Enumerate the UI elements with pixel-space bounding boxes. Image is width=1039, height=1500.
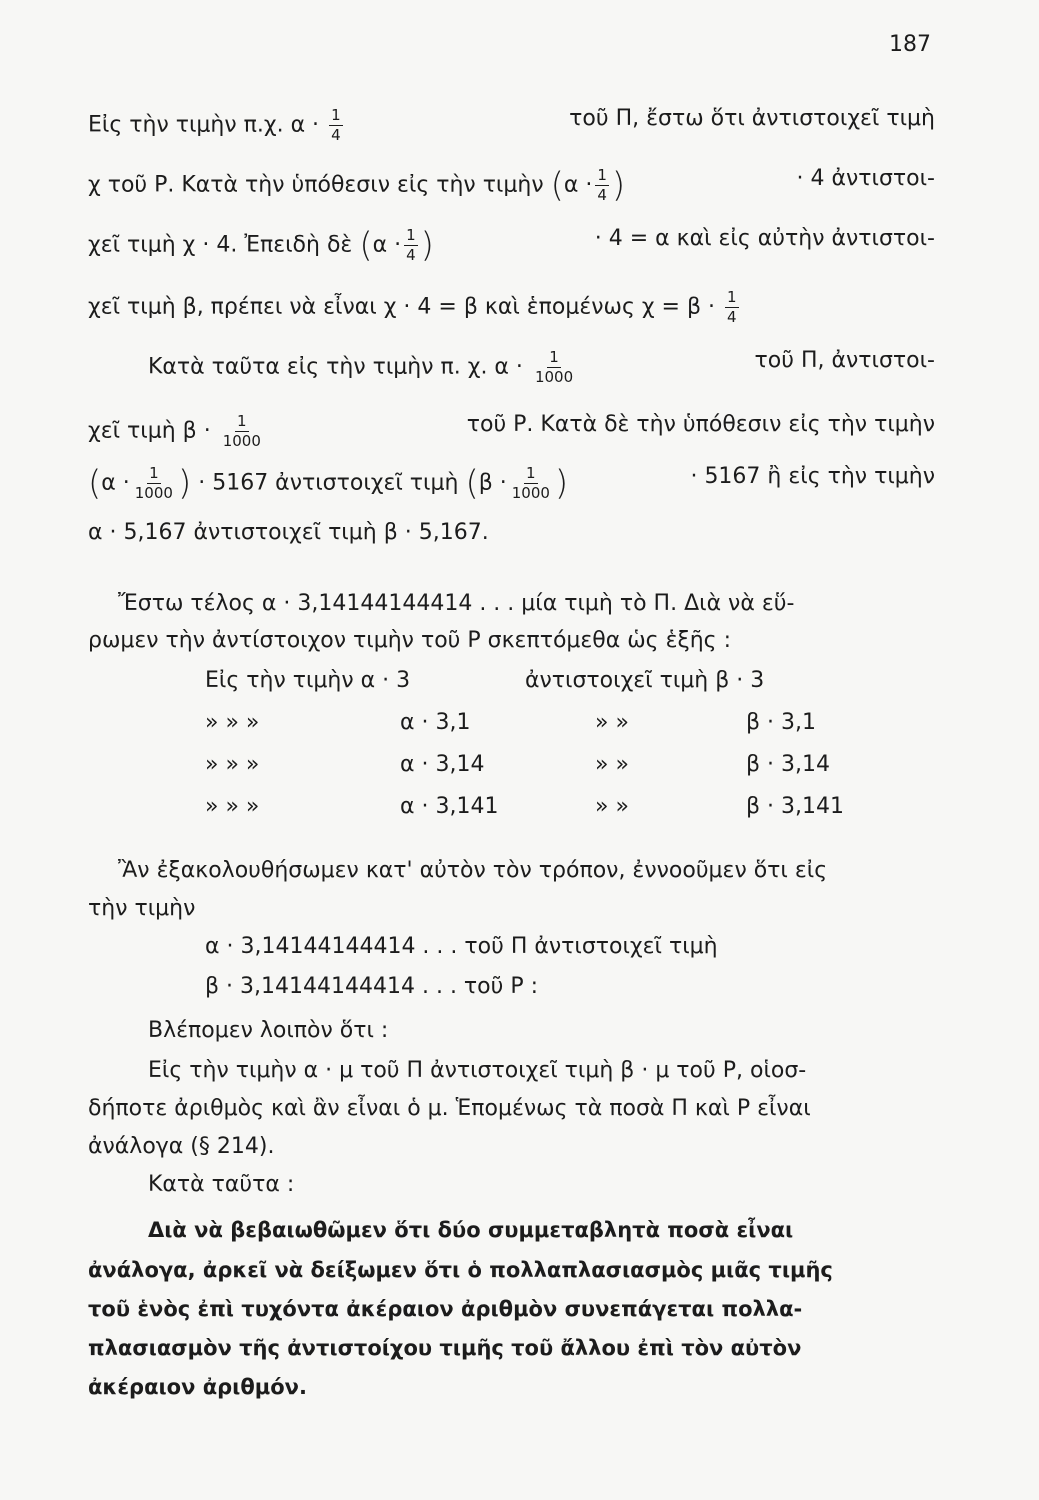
text-line: β · 3,14144144414 . . . τοῦ Ρ : (205, 974, 539, 999)
fraction: $\frac{1}{1000}$ (534, 348, 574, 386)
conclusion-line: ἀκέραιον ἀριθμόν. (88, 1375, 307, 1399)
table-cell: » » » (205, 794, 260, 819)
text-segment: χεῖ τιμὴ β, πρέπει νὰ εἶναι χ · 4 = β καὶ ἑπομένως χ = β · (88, 294, 716, 320)
table-cell: α · 3,1 (400, 710, 471, 735)
text-line: τὴν τιμὴν (88, 896, 196, 921)
table-cell: α · 3,141 (400, 794, 499, 819)
text-segment: χεῖ τιμὴ χ · 4. Ἐπειδὴ δὲ (88, 232, 353, 258)
fraction: $\frac{1}{1000}$ (222, 412, 261, 450)
fraction: $\frac{1}{4}$ (727, 288, 737, 326)
text-line: Εἰς τὴν τιμὴν α · μ τοῦ Π ἀντιστοιχεῖ τιμὴ β · μ τοῦ Ρ, οἱοσ- (148, 1058, 807, 1083)
text-line: α · 5,167 ἀντιστοιχεῖ τιμὴ β · 5,167. (88, 520, 489, 545)
text-segment: · 4 = α καὶ εἰς αὐτὴν ἀντιστοι- (594, 226, 935, 251)
text-line (88, 414, 935, 449)
text-line: χεῖ τιμὴ χ · 4. Ἐπειδὴ δὲ (α · $\frac{1}{4}$ ) · 4 = α καὶ εἰς αὐτὴν ἀντιστοι- (88, 225, 935, 266)
table-cell: » » (595, 710, 629, 735)
text-line: δήποτε ἀριθμὸς καὶ ἂν εἶναι ὁ μ. Ἑπομένως τὰ ποσὰ Π καὶ Ρ εἶναι (88, 1096, 811, 1121)
fraction: $\frac{1}{4}$ (597, 166, 607, 204)
text-segment: χ τοῦ Ρ. Κατὰ τὴν ὑπόθεσιν εἰς τὴν τιμὴν (88, 172, 544, 198)
conclusion-line: πλασιασμὸν τῆς ἀντιστοίχου τιμῆς τοῦ ἄλλου ἐπὶ τὸν αὐτὸν (88, 1336, 802, 1360)
text-line: Βλέπομεν λοιπὸν ὅτι : (148, 1018, 389, 1043)
table-cell: » » (595, 794, 629, 819)
conclusion-line: Διὰ νὰ βεβαιωθῶμεν ὅτι δύο συμμεταβλητὰ ποσὰ εἶναι (148, 1218, 794, 1242)
text-segment: Κατὰ ταῦτα εἰς τὴν τιμὴν π. χ. α · (148, 354, 523, 380)
fraction: $\frac{1}{1000}$ (511, 464, 550, 502)
table-cell: β · 3,1 (746, 710, 817, 735)
text-segment: τοῦ Π, ἀντιστοι- (754, 348, 935, 373)
text-segment: Εἰς τὴν τιμὴν π.χ. α · (88, 112, 320, 138)
fraction: $\frac{1}{1000}$ (134, 464, 173, 502)
table-cell: α · 3,14 (400, 752, 485, 777)
text-line: (α · $\frac{1}{1000}$ ) · 5167 ἀντιστοιχεῖ τιμὴ (β · $\frac{1}{1000}$ ) · 5167 ἢ εἰς τὴν τιμὴν (88, 463, 935, 504)
table-cell: » » » (205, 752, 260, 777)
fraction: $\frac{1}{4}$ (406, 226, 416, 264)
text-line: ρωμεν τὴν ἀντίστοιχον τιμὴν τοῦ Ρ σκεπτόμεθα ὡς ἑξῆς : (88, 628, 731, 653)
text-line: Ἔστω τέλος α · 3,14144144414 . . . μία τιμὴ τὸ Π. Διὰ νὰ εὕ- (118, 591, 795, 616)
text-segment: χεῖ τιμὴ β · (88, 418, 211, 444)
text-line: ἀνάλογα (§ 214). (88, 1134, 275, 1159)
table-cell: » » (595, 752, 629, 777)
table-cell: ἀντιστοιχεῖ τιμὴ β · 3 (525, 668, 765, 693)
table-cell: β · 3,14 (746, 752, 831, 777)
text-line: α · 3,14144144414 . . . τοῦ Π ἀντιστοιχεῖ τιμὴ (205, 934, 718, 959)
fraction: $\frac{1}{4}$ (331, 106, 341, 144)
text-segment: · 5167 ἢ εἰς τὴν τιμὴν (690, 464, 935, 489)
table-cell: » » » (205, 710, 260, 735)
conclusion-line: τοῦ ἑνὸς ἐπὶ τυχόντα ἀκέραιον ἀριθμὸν συνεπάγεται πολλα- (88, 1297, 803, 1321)
page-number: 187 (889, 32, 931, 57)
text-segment: τοῦ Π, ἔστω ὅτι ἀντιστοιχεῖ τιμὴ (569, 106, 935, 131)
text-line (88, 290, 935, 325)
text-line (88, 108, 935, 143)
table-cell: Εἰς τὴν τιμὴν α · 3 (205, 668, 411, 693)
text-segment: τοῦ Ρ. Κατὰ δὲ τὴν ὑπόθεσιν εἰς τὴν τιμὴν (466, 412, 935, 437)
text-line: Κατὰ ταῦτα : (148, 1172, 295, 1197)
text-line: χ τοῦ Ρ. Κατὰ τὴν ὑπόθεσιν εἰς τὴν τιμὴν (α · $\frac{1}{4}$ ) · 4 ἀντιστοι- (88, 165, 935, 206)
conclusion-line: ἀνάλογα, ἀρκεῖ νὰ δείξωμεν ὅτι ὁ πολλαπλασιασμὸς μιᾶς τιμῆς (88, 1258, 833, 1282)
text-line: Ἂν ἐξακολουθήσωμεν κατ' αὐτὸν τὸν τρόπον, ἐννοοῦμεν ὅτι εἰς (118, 858, 828, 883)
text-segment: · 5167 ἀντιστοιχεῖ τιμὴ (198, 470, 459, 496)
table-cell: β · 3,141 (746, 794, 845, 819)
text-segment: · 4 ἀντιστοι- (796, 166, 935, 191)
text-line (148, 350, 935, 385)
